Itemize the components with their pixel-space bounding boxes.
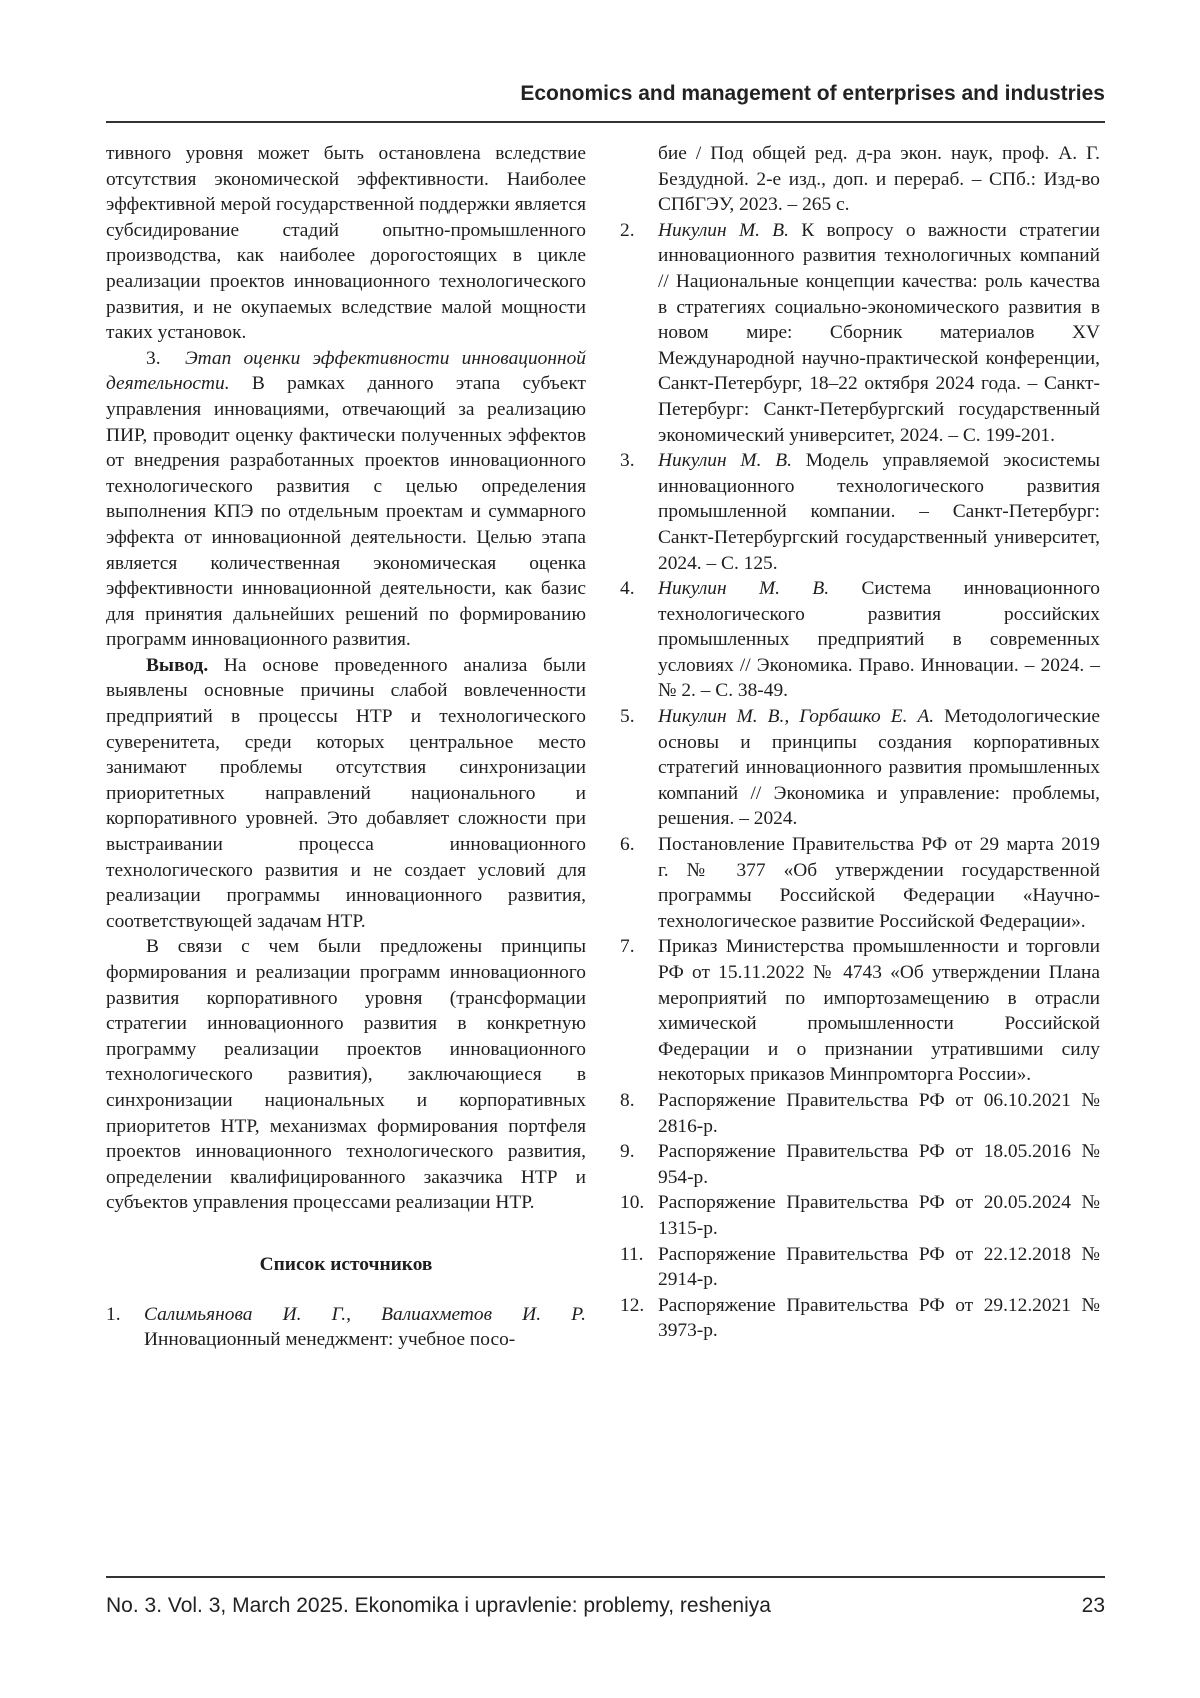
reference-number: 1. (106, 1303, 121, 1325)
references-list (620, 218, 1100, 1344)
reference-item (620, 1088, 1100, 1139)
reference-authors: Никулин М. В., Горбашко Е. А. (658, 706, 935, 728)
stage-text: В рамках данного этапа субъект управления инновациями, отвечающий за реализацию ПИР, проводит оценку фактически полученных эффектов от внедрения разработанных проектов инновационного технологического развития с целью определения выполнения КПЭ по отдельным проектам и суммарного эффекта от инновационной деятельности. Целью этапа является количественная экономическая оценка эффективности инновационной деятельности, как базис для принятия дальнейших решений по формированию программ инновационного развития. (106, 373, 586, 651)
reference-text: Инновационный менеджмент: учебное посо- (144, 1329, 516, 1351)
journal-citation: No. 3. Vol. 3, March 2025. Ekonomika i upravlenie: problemy, resheniya (106, 1594, 771, 1617)
reference-item (620, 218, 1100, 448)
reference-item (620, 1139, 1100, 1190)
page-number: 23 (1081, 1594, 1105, 1617)
stage-paragraph (106, 346, 586, 653)
reference-item (620, 448, 1100, 576)
reference-item (620, 832, 1100, 934)
reference-body (658, 1293, 1100, 1344)
reference-number: 6. (620, 834, 635, 856)
reference-text: бие / Под общей ред. д-ра экон. наук, проф. А. Г. Бездудной. 2-е изд., доп. и перераб. – СПб.: Изд-во СПбГЭУ, 2023. – 265 с. (658, 143, 1100, 216)
reference-number: 10. (620, 1192, 645, 1214)
reference-text: Приказ Министерства промышленности и торговли РФ от 15.11.2022 № 4743 «Об утверждении Плана мероприятий по импортозамещению в отрасли химической промышленности Российской Федерации и о признании утратившими силу некоторых приказов Минпромторга России». (658, 936, 1100, 1086)
reference-item (620, 1242, 1100, 1293)
reference-body (658, 1242, 1100, 1293)
reference-number: 2. (620, 219, 635, 241)
reference-authors: Никулин М. В. (658, 578, 830, 600)
reference-text: Система инновационного технологического развития российских промышленных предприятий в современных условиях // Экономика. Право. Инновации. – 2024. – № 2. – С. 38-49. (658, 578, 1100, 702)
reference-number: 8. (620, 1089, 635, 1111)
page-footer (106, 1594, 1105, 1618)
body-paragraph: В связи с чем были предложены принципы формирования и реализации программ инновационного развития корпоративного уровня (трансформации стратегии инновационного развития в конкретную программу реализации проектов инновационного технологического развития), заключающиеся в синхронизации национальных и корпоративных приоритетов НТР, механизмах формирования портфеля проектов инновационного технологического развития, определении квалифицированного заказчика НТР и субъектов управления процессами реализации НТР. (106, 936, 586, 1214)
reference-item (620, 1190, 1100, 1241)
reference-body (658, 704, 1100, 832)
reference-item (106, 1302, 586, 1353)
footer-rule (106, 1576, 1105, 1578)
reference-text: Модель управляемой экосистемы инновационного технологического развития промышленной компании. – Санкт-Петербург: Санкт-Петербургский государственный университет, 2024. – С. 125. (658, 450, 1100, 574)
reference-body (658, 934, 1100, 1088)
reference-text: Распоряжение Правительства РФ от 06.10.2021 № 2816-р. (658, 1089, 1100, 1137)
conclusion-text: На основе проведенного анализа были выявлены основные причины слабой вовлеченности предприятий в процессы НТР и технологического суверенитета, среди которых центральное место занимают проблемы отсутствия синхронизации приоритетных направлений национального и корпоративного уровней. Это добавляет сложности при выстраивании процесса инновационного технологического развития и не создает условий для реализации программы инновационного развития, соответствующей задачам НТР. (106, 654, 586, 932)
stage-number: 3. (146, 347, 161, 369)
reference-body (658, 832, 1100, 934)
reference-item (620, 704, 1100, 832)
right-column (620, 141, 1100, 1344)
reference-text: Постановление Правительства РФ от 29 марта 2019 г. № 377 «Об утверждении государственной программы Российской Федерации «Научно-технологическое развитие Российской Федерации». (658, 834, 1100, 932)
conclusion-label: Вывод. (146, 654, 209, 676)
reference-text: Распоряжение Правительства РФ от 18.05.2016 № 954-р. (658, 1141, 1100, 1188)
reference-body (658, 576, 1100, 704)
body-paragraph: тивного уровня может быть остановлена вследствие отсутствия экономической эффективности. Наиболее эффективной мерой государственной поддержки является субсидирование стадий опытно-промышленного производства, как наиболее дорогостоящих в цикле реализации проектов инновационного технологического развития, и не окупаемых вследствие малой мощности таких установок. (106, 143, 586, 344)
left-column (106, 141, 586, 1353)
reference-number: 5. (620, 706, 635, 728)
reference-item-continued (620, 141, 1100, 218)
reference-authors: Никулин М. В. (658, 219, 789, 241)
stage-title: Этап оценки эффективности инновационной деятельности. (106, 347, 587, 395)
reference-authors: Никулин М. В. (658, 450, 792, 472)
reference-item (620, 1293, 1100, 1344)
running-header-title: Economics and management of enterprises and industries (520, 82, 1105, 105)
reference-body (658, 1088, 1100, 1139)
reference-text: Распоряжение Правительства РФ от 22.12.2018 № 2914-р. (658, 1243, 1100, 1291)
reference-text: Распоряжение Правительства РФ от 20.05.2024 № 1315-р. (658, 1192, 1100, 1239)
reference-number: 9. (620, 1141, 635, 1163)
reference-number: 11. (620, 1243, 644, 1265)
reference-authors: Салимьянова И. Г., Валиахметов И. Р. (144, 1303, 586, 1325)
reference-body (658, 448, 1100, 576)
references-heading: Список источников (259, 1253, 433, 1275)
reference-item (620, 576, 1100, 704)
header-rule (106, 121, 1105, 123)
reference-body (658, 1139, 1100, 1190)
reference-text: Методологические основы и принципы создания корпоративных стратегий инновационного развития промышленных компаний // Экономика и управление: проблемы, решения. – 2024. (658, 706, 1100, 830)
reference-number: 4. (620, 578, 635, 600)
reference-text: Распоряжение Правительства РФ от 29.12.2021 № 3973-р. (658, 1294, 1100, 1342)
reference-body (144, 1302, 586, 1353)
conclusion-paragraph (106, 653, 586, 935)
reference-number: 3. (620, 450, 635, 472)
reference-body (658, 1190, 1100, 1241)
reference-text: К вопросу о важности стратегии инновационного развития технологичных компаний // Национальные концепции качества: роль качества в стратегиях социально-экономического развития в новом мире: Сборник материалов XV Международной научно-практической конференции, Санкт-Петербург, 18–22 октября 2024 года. – Санкт-Петербург: Санкт-Петербургский государственный экономический университет, 2024. – С. 199-201. (658, 219, 1101, 446)
reference-number: 7. (620, 936, 635, 958)
reference-number: 12. (620, 1294, 645, 1316)
reference-item (620, 934, 1100, 1088)
reference-body (658, 218, 1100, 448)
